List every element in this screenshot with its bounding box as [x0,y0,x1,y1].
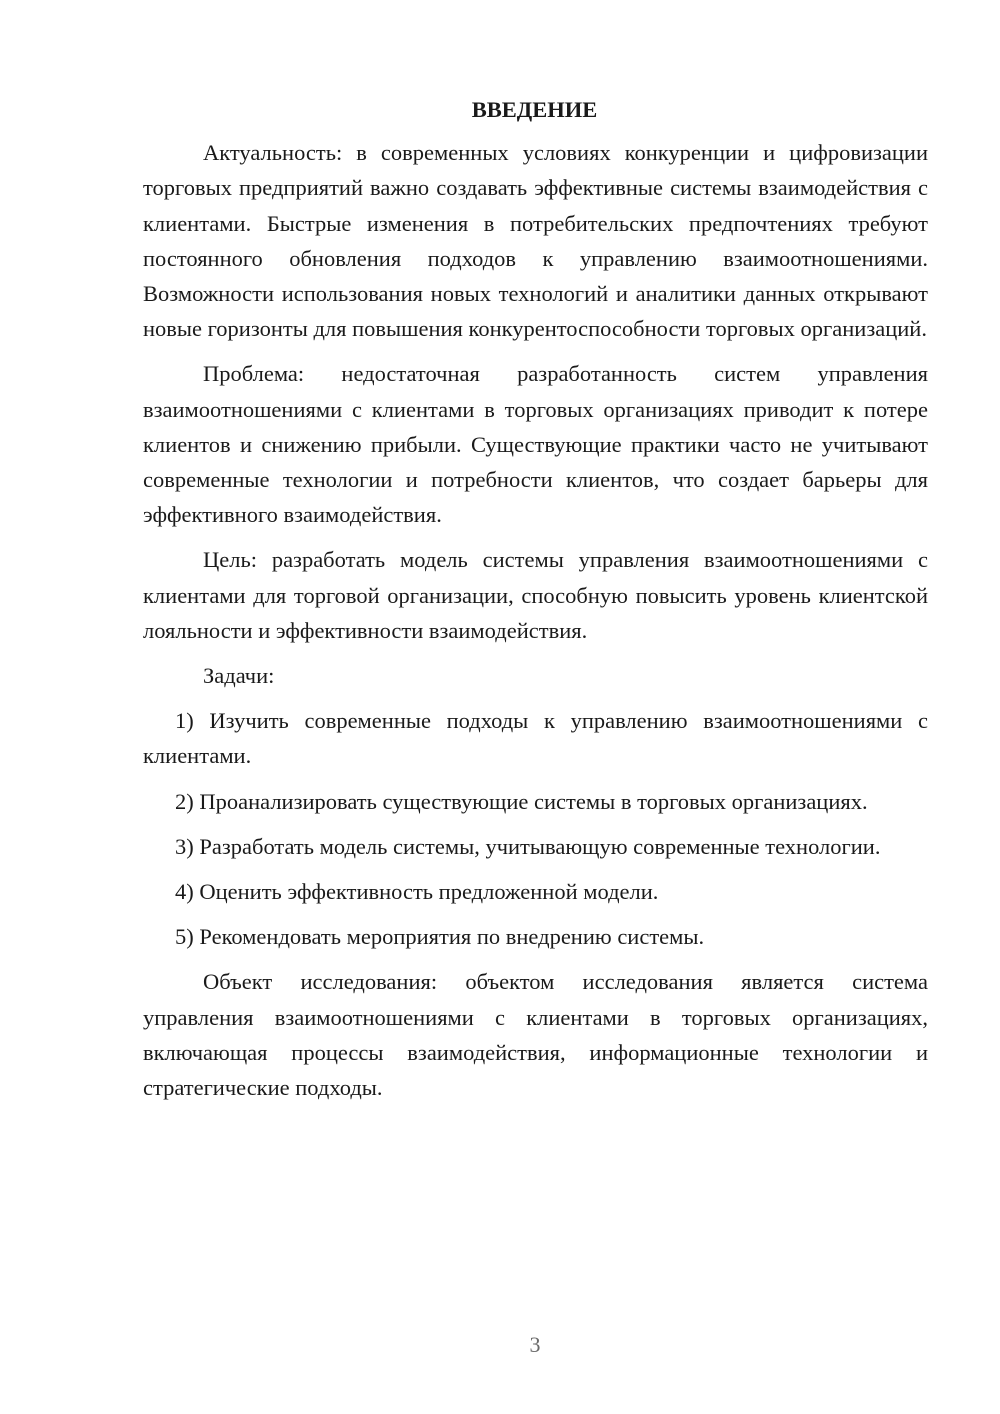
object-paragraph: Объект исследования: объектом исследования является система управления взаимоотношениями с клиентами в торговых организациях, включающая процессы взаимодействия, информационные технологии и стратегические подходы. [143,969,928,1101]
problem-paragraph: Проблема: недостаточная разработанность систем управления взаимоотношениями с клиентами в торговых организациях приводит к потере клиентов и снижению прибыли. Существующие практики часто не учитывают современные технологии и потребности клиентов, что создает барьеры для эффективного взаимодействия. [143,361,928,528]
task-item: 4) Оценить эффективность предложенной модели. [175,879,659,905]
page-number: 3 [529,1332,541,1357]
page-content [143,92,928,1115]
section-title: ВВЕДЕНИЕ [471,97,598,122]
task-item: 5) Рекомендовать мероприятия по внедрению системы. [175,924,705,950]
tasks-heading: Задачи: [203,663,275,689]
task-item: 2) Проанализировать существующие системы в торговых организациях. [175,788,868,814]
relevance-paragraph: Актуальность: в современных условиях конкуренции и цифровизации торговых предприятий важно создавать эффективные системы взаимодействия с клиентами. Быстрые изменения в потребительских предпочтениях требуют постоянного обновления подходов к управлению взаимоотношениями. Возможности использования новых технологий и аналитики данных открывают новые горизонты для повышения конкурентоспособности торговых организаций. [143,140,928,342]
goal-paragraph: Цель: разработать модель системы управления взаимоотношениями с клиентами для торговой организации, способную повысить уровень клиентской лояльности и эффективности взаимодействия. [143,547,928,643]
task-item: 1) Изучить современные подходы к управлению взаимоотношениями с клиентами. [143,708,928,769]
task-item: 3) Разработать модель системы, учитывающую современные технологии. [175,833,881,859]
